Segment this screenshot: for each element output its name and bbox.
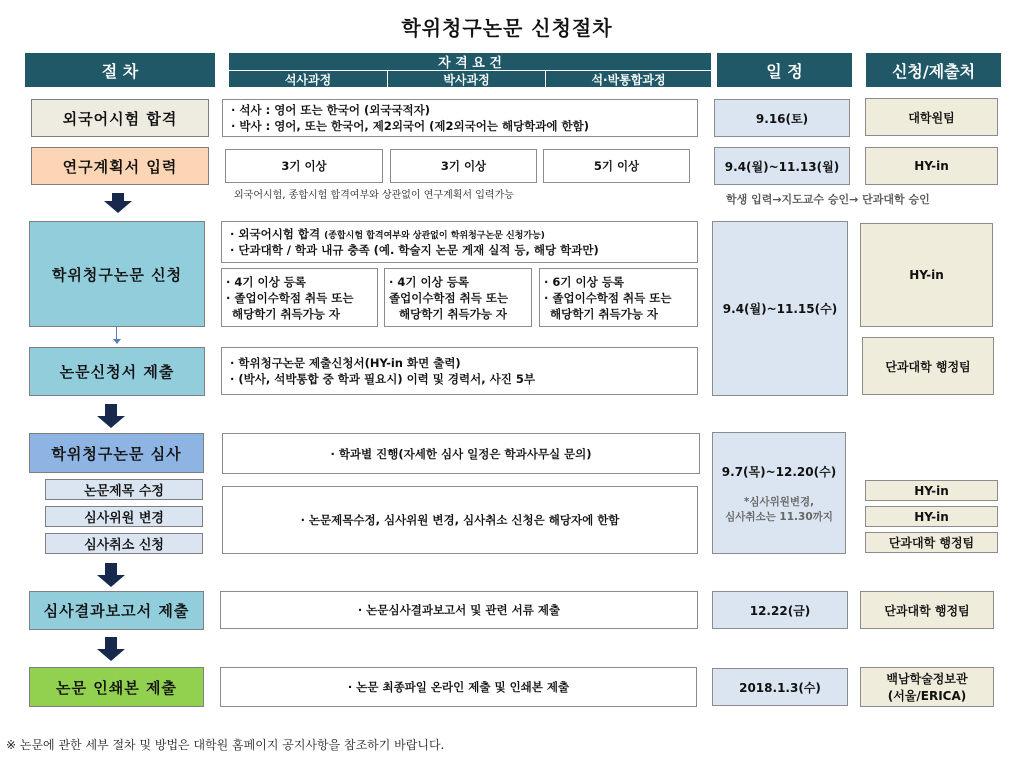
req-line [230,226,697,242]
schedule-review-report: 12.22(금) [712,591,848,629]
step-print-submission: 논문 인쇄본 제출 [29,667,204,707]
footnote: ※ 논문에 관한 세부 절차 및 방법은 대학원 홈페이지 공지사항을 참조하기 바랍니다. [6,738,445,752]
req-review-substeps: · 논문제목수정, 심사위원 변경, 심사취소 신청은 해당자에 한함 [222,486,698,554]
req-review-report: · 논문심사결과보고서 및 관련 서류 제출 [220,591,698,629]
req-print-submission: · 논문 최종파일 온라인 제출 및 인쇄본 제출 [220,667,697,707]
schedule-print-submission: 2018.1.3(수) [712,668,848,706]
req-thesis-application-common [221,221,698,263]
arrow-down-icon [105,563,117,575]
req-thesis-review: · 학과별 진행(자세한 심사 일정은 학과사무실 문의) [222,433,700,474]
req-foreign-language [222,99,698,137]
schedule-research-note: 학생 입력→지도교수 승인→ 단과대학 승인 [726,193,930,206]
header-schedule: 일 정 [717,53,852,87]
step-title-change: 논문제목 수정 [45,479,203,500]
req-line: · (박사, 석박통합 중 학과 필요시) 이력 및 경력서, 사진 5부 [230,372,535,386]
office-line: (서울/ERICA) [887,689,967,703]
req-research-note: 외국어시험, 종합시험 합격여부와 상관없이 연구계획서 입력가능 [234,190,514,201]
step-application-form: 논문신청서 제출 [29,347,205,396]
arrow-down-icon [97,575,125,587]
arrow-down-icon [105,637,117,649]
header-requirements: 자 격 요 건 [229,53,711,70]
office-title-change: HY-in [865,480,998,501]
step-thesis-application: 학위청구논문 신청 [29,221,205,327]
req-line-small: (종합시험 합격여부와 상관없이 학위청구논문 신청가능) [324,231,545,241]
header-masters: 석사과정 [229,71,387,87]
office-committee-change: HY-in [865,506,998,527]
office-foreign-language: 대학원팀 [865,98,998,136]
office-line: 백남학술정보관 [886,672,968,686]
arrow-down-icon [97,649,125,661]
schedule-review-note: 심사취소는 11.30까지 [725,511,833,523]
schedule-thesis-review [712,432,846,554]
req-line: · 4기 이상 등록 [226,274,306,289]
req-application-form [221,347,698,395]
office-review-cancel: 단과대학 행정팀 [865,532,998,553]
req-thesis-masters [221,268,378,327]
req-line: 졸업이수학점 취득 또는 [389,290,509,305]
step-review-cancel: 심사취소 신청 [45,533,203,554]
schedule-review-dates: 9.7(목)~12.20(수) [721,465,837,479]
header-doctoral: 박사과정 [388,71,545,87]
connector-arrow-icon [113,339,121,344]
req-thesis-integrated [539,268,698,327]
step-thesis-review: 학위청구논문 심사 [29,433,204,473]
office-thesis-application: HY-in [860,223,993,327]
req-thesis-doctoral [384,268,532,327]
req-line: · 졸업이수학점 취득 또는 [544,290,672,305]
req-line: 해당학기 취득가능 자 [550,306,658,321]
schedule-review-note: *심사위원변경, [743,496,815,508]
header-step: 절 차 [25,53,215,87]
arrow-down-icon [112,193,124,201]
office-print-submission [860,667,994,707]
req-line: 해당학기 취득가능 자 [399,306,507,321]
step-review-report: 심사결과보고서 제출 [29,591,204,630]
req-line-main: · 외국어시험 합격 [230,227,321,241]
req-line: · 석사 : 영어 또는 한국어 (외국국적자) [231,103,431,117]
schedule-thesis-application: 9.4(월)~11.15(수) [712,221,848,396]
step-foreign-language-exam: 외국어시험 합격 [31,99,209,137]
req-line: 해당학기 취득가능 자 [232,306,340,321]
arrow-down-icon [97,416,125,428]
req-research-integrated: 5기 이상 [543,149,690,183]
page-title: 학위청구논문 신청절차 [401,16,613,40]
step-research-plan: 연구계획서 입력 [31,147,209,185]
office-research-plan: HY-in [865,147,998,185]
req-line: · 박사 : 영어, 또는 한국어, 제2외국어 (제2외국어는 해당학과에 한함) [231,119,589,133]
step-committee-change: 심사위원 변경 [45,506,203,527]
req-line: · 단과대학 / 학과 내규 충족 (예. 학술지 논문 게재 실적 등, 해당 학과만) [230,243,599,257]
header-office: 신청/제출처 [866,53,1001,87]
office-application-form: 단과대학 행정팀 [862,337,994,395]
req-research-doctoral: 3기 이상 [390,149,537,183]
arrow-down-icon [105,404,117,416]
req-line: · 졸업이수학점 취득 또는 [226,290,354,305]
req-research-masters: 3기 이상 [225,149,383,183]
office-review-report: 단과대학 행정팀 [860,591,994,629]
req-line: · 4기 이상 등록 [389,274,469,289]
schedule-research-plan: 9.4(월)~11.13(월) [714,147,850,185]
req-line: · 학위청구논문 제출신청서(HY-in 화면 출력) [230,356,461,370]
arrow-down-icon [104,201,132,213]
req-line: · 6기 이상 등록 [544,274,624,289]
header-integrated: 석·박통합과정 [546,71,711,87]
schedule-foreign-language: 9.16(토) [714,99,850,137]
